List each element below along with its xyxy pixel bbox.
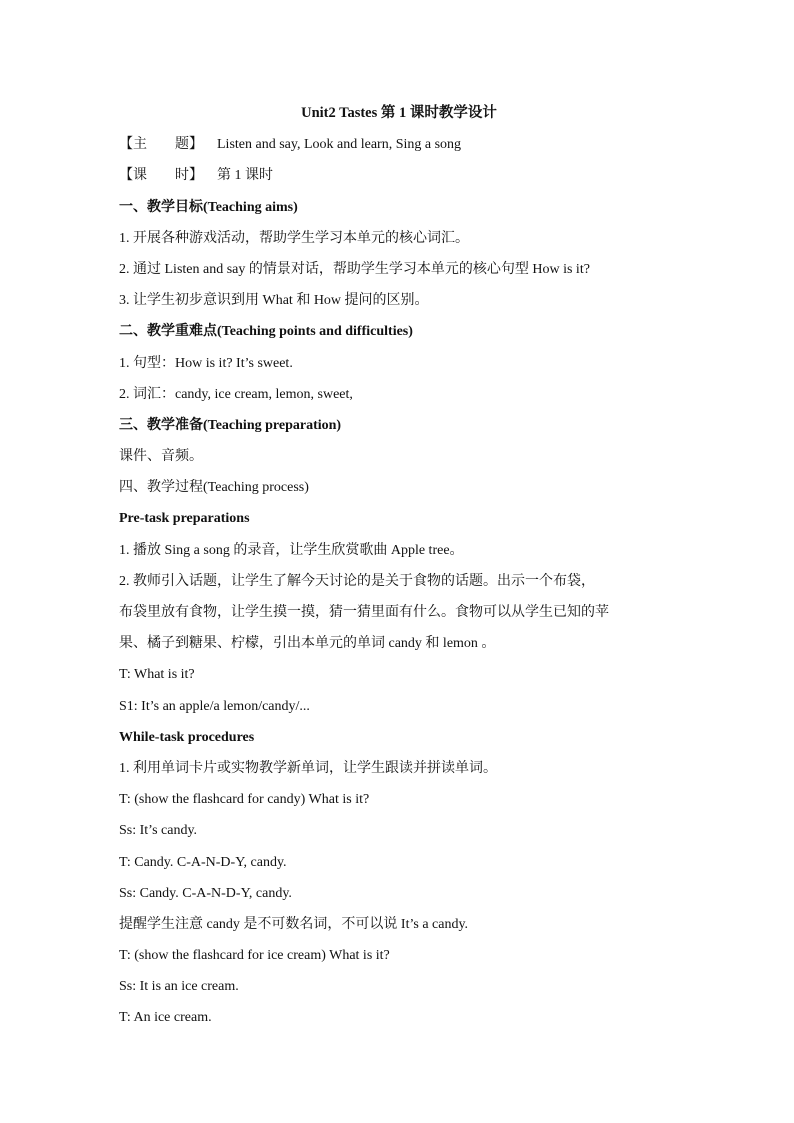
pre-task-line-2: 2. 教师引入话题，让学生了解今天讨论的是关于食物的话题。出示一个布袋， — [119, 573, 595, 589]
pre-task-heading: Pre-task preparations — [119, 511, 250, 527]
aim-item-2: 2. 通过 Listen and say 的情景对话，帮助学生学习本单元的核心句型 How is it? — [119, 261, 590, 277]
topic-label — [119, 129, 217, 160]
period-label-end: 时】 — [175, 168, 203, 184]
while-task-line-4: T: Candy. C-A-N-D-Y, candy. — [119, 854, 287, 870]
prep-heading: 三、教学准备(Teaching preparation) — [119, 417, 342, 433]
aim-item-1: 1. 开展各种游戏活动，帮助学生学习本单元的核心词汇。 — [119, 230, 469, 246]
prep-text: 课件、音频。 — [119, 449, 203, 465]
point-item-1: 1. 句型：How is it? It’s sweet. — [119, 355, 293, 371]
document-page — [119, 98, 679, 1034]
period-label — [119, 160, 217, 191]
period-line — [119, 160, 679, 191]
while-task-line-2: T: (show the flashcard for candy) What is it? — [119, 792, 370, 808]
aim-item-3: 3. 让学生初步意识到用 What 和 How 提问的区别。 — [119, 293, 429, 309]
pre-task-line-4: 果、橘子到糖果、柠檬，引出本单元的单词 candy 和 lemon 。 — [119, 636, 496, 652]
topic-label-end: 题】 — [175, 137, 203, 153]
period-label-start: 【课 — [119, 168, 147, 184]
aims-heading: 一、教学目标(Teaching aims) — [119, 199, 298, 215]
pre-task-line-1: 1. 播放 Sing a song 的录音，让学生欣赏歌曲 Apple tree。 — [119, 542, 464, 558]
while-task-line-6: 提醒学生注意 candy 是不可数名词，不可以说 It’s a candy. — [119, 916, 469, 932]
topic-line — [119, 129, 679, 160]
topic-value: Listen and say, Look and learn, Sing a song — [217, 137, 462, 153]
topic-label-start: 【主 — [119, 137, 147, 153]
process-heading: 四、教学过程(Teaching process) — [119, 480, 309, 496]
while-task-line-7: T: (show the flashcard for ice cream) What is it? — [119, 948, 390, 964]
while-task-line-5: Ss: Candy. C-A-N-D-Y, candy. — [119, 885, 292, 901]
document-title: Unit2 Tastes 第 1 课时教学设计 — [301, 105, 497, 121]
while-task-line-1: 1. 利用单词卡片或实物教学新单词，让学生跟读并拼读单词。 — [119, 760, 497, 776]
while-task-heading: While-task procedures — [119, 729, 255, 745]
point-item-2: 2. 词汇：candy, ice cream, lemon, sweet, — [119, 386, 353, 402]
while-task-line-9: T: An ice cream. — [119, 1010, 212, 1026]
while-task-line-8: Ss: It is an ice cream. — [119, 979, 239, 995]
pre-task-line-6: S1: It’s an apple/a lemon/candy/... — [119, 698, 310, 714]
period-value: 第 1 课时 — [217, 168, 273, 184]
pre-task-line-5: T: What is it? — [119, 667, 195, 683]
pre-task-line-3: 布袋里放有食物，让学生摸一摸，猜一猜里面有什么。食物可以从学生已知的苹 — [119, 605, 609, 620]
points-heading: 二、教学重难点(Teaching points and difficulties) — [119, 324, 413, 340]
while-task-line-3: Ss: It’s candy. — [119, 823, 198, 839]
